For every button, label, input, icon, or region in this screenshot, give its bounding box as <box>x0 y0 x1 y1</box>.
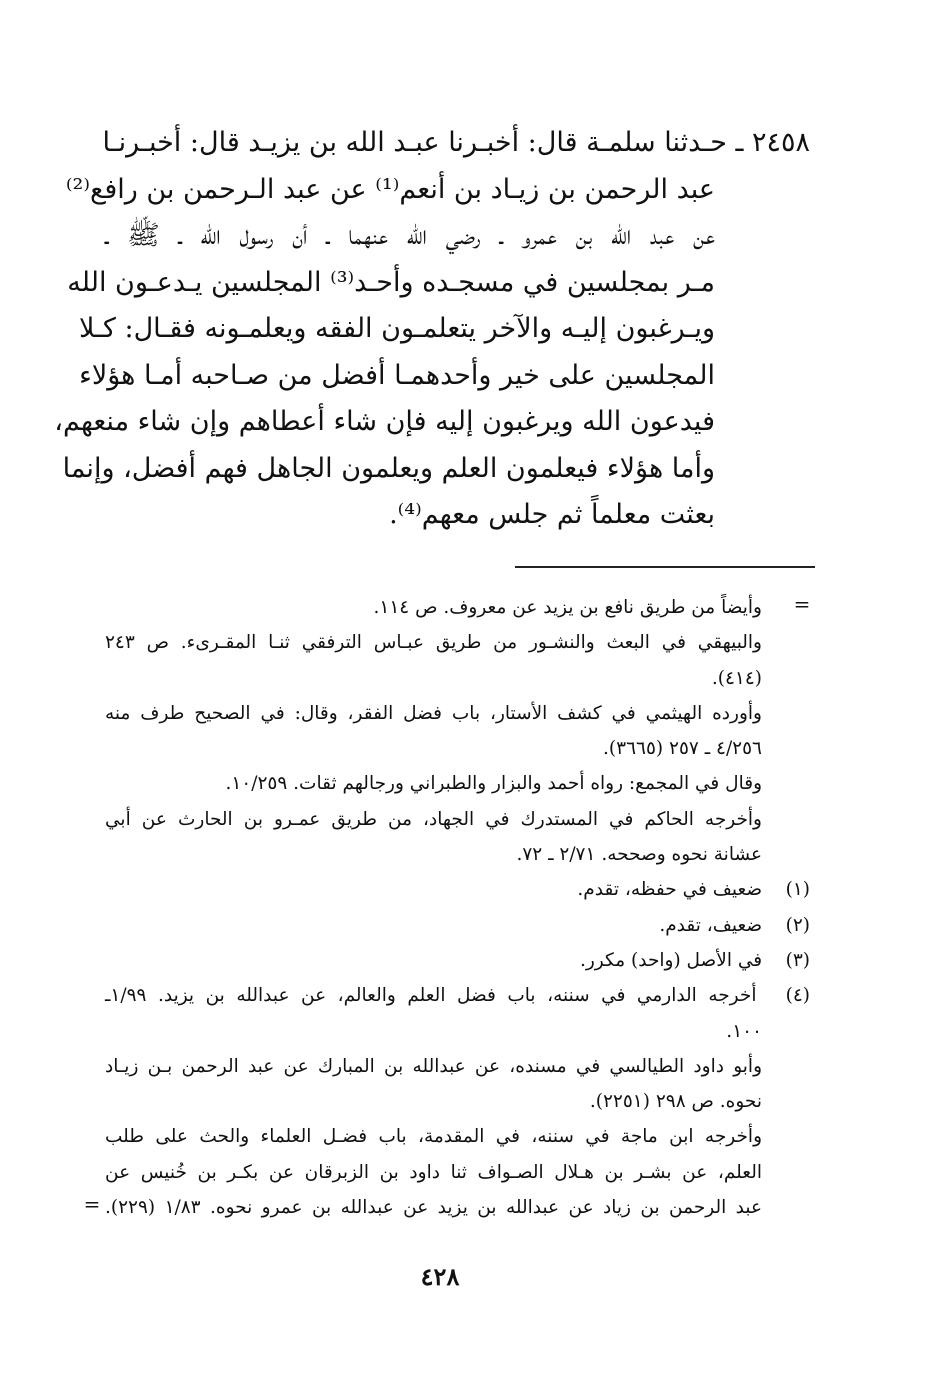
footnote-item <box>105 978 810 1013</box>
footnote-line: وأورده الهيثمي في كشف الأستار، باب فضل الفقر، وقال: في الصحيح طرف منه <box>105 702 762 724</box>
footnote-line: وأيضاً من طريق نافع بن يزيد عن معروف. ص ١١٤. <box>373 597 762 618</box>
hadith-line: بعثت معلماً ثم جلس معهم⁽⁴⁾. <box>389 499 715 530</box>
hadith-line: عبد الرحمن بن زيـاد بن أنعم⁽¹⁾ عن عبد الـرحمن بن رافع⁽²⁾ <box>65 173 715 205</box>
footnote-separator <box>515 566 815 568</box>
hadith-line: فيدعون الله ويرغبون إليه فإن شاء أعطاهم وإن شاء منعهم، <box>54 406 715 437</box>
page-number: ٤٢٨ <box>420 1262 460 1291</box>
footnote-line: العلم، عن بشـر بن هـلال الصـواف ثنا داود بن الزبرقان عن بكـر بن خُنيس عن <box>105 1161 762 1183</box>
hadith-line: مـر بمجلسين في مسجـده وأحـد⁽³⁾ المجلسين يـدعـون الله <box>67 266 715 298</box>
hadith-line: المجلسين على خير وأحدهمـا أفضل من صـاحبه أمـا هؤلاء <box>79 359 715 391</box>
footnote-marker: (٢) <box>785 914 810 936</box>
footnote-line: والبيهقي في البعث والنشـور من طريق عبـاس الترفقي ثنـا المقـرىء. ص ٢٤٣ <box>105 632 762 654</box>
footnote-line: (٤١٤). <box>711 667 762 689</box>
footnote-marker: (١) <box>785 879 810 901</box>
footnote-line: وأخرجه ابن ماجة في سننه، في المقدمة، باب فضـل العلماء والحث على طلب <box>105 1126 762 1148</box>
footnote-line: وقال في المجمع: رواه أحمد والبزار والطبراني ورجالهم ثقات. ١٠/٢٥٩. <box>225 773 762 795</box>
continuation-mark: = <box>83 1192 101 1216</box>
footnote-line: عشانة نحوه وصححه. ٢/٧١ ـ ٧٢. <box>516 844 762 866</box>
hadith-line: ويـرغبون إليـه والآخر يتعلمـون الفقه ويعلمـونه فقـال: كـلا <box>79 313 715 344</box>
footnote-item <box>105 943 810 978</box>
footnote-item <box>105 908 810 943</box>
hadith-text <box>54 120 810 539</box>
continuation-mark: = <box>793 592 811 616</box>
hadith-line: ٢٤٥٨ ـ حـدثنا سلمـة قال: أخبـرنا عبـد الله بن يزيـد قال: أخبـرنـا <box>102 127 810 158</box>
hadith-line: وأما هؤلاء فيعلمون العلم ويعلمون الجاهل فهم أفضل، وإنما <box>62 452 715 484</box>
footnote-text: ضعيف، تقدم. <box>659 914 763 936</box>
footnote-line: عبد الرحمن بن زياد عن عبدالله بن يزيد عن عبدالله بن عمرو نحوه. ١/٨٣ (٢٢٩). <box>105 1197 762 1219</box>
footnote-text: أخرجه الدارمي في سننه، باب فضل العلم والعالم، عن عبدالله بن يزيد. ١/٩٩ـ <box>105 985 757 1007</box>
footnotes <box>105 590 810 1225</box>
footnote-line: وأخرجه الحاكم في المستدرك في الجهاد، من طريق عمـرو بن الحارث عن أبي <box>105 808 762 830</box>
footnote-marker: (٣) <box>785 949 810 971</box>
footnote-item <box>105 872 810 907</box>
footnote-line: وأبو داود الطيالسي في مسنده، عن عبدالله بن المبارك عن عبد الرحمن بـن زيـاد <box>105 1055 762 1077</box>
footnote-text: ضعيف في حفظه، تقدم. <box>577 879 763 901</box>
footnote-line: نحوه. ص ٢٩٨ (٢٢٥١). <box>589 1091 762 1113</box>
footnote-text: في الأصل (واحد) مكرر. <box>579 949 763 971</box>
footnote-line: ١٠٠. <box>726 1020 762 1042</box>
footnote-marker: (٤) <box>785 985 810 1007</box>
hadith-line: عن عبد الله بن عمرو ـ رضي الله عنهما ـ أن رسول الله ـ ﷺ ـ <box>105 220 715 251</box>
footnote-line: ٤/٢٥٦ ـ ٢٥٧ (٣٦٦٥). <box>603 738 762 760</box>
